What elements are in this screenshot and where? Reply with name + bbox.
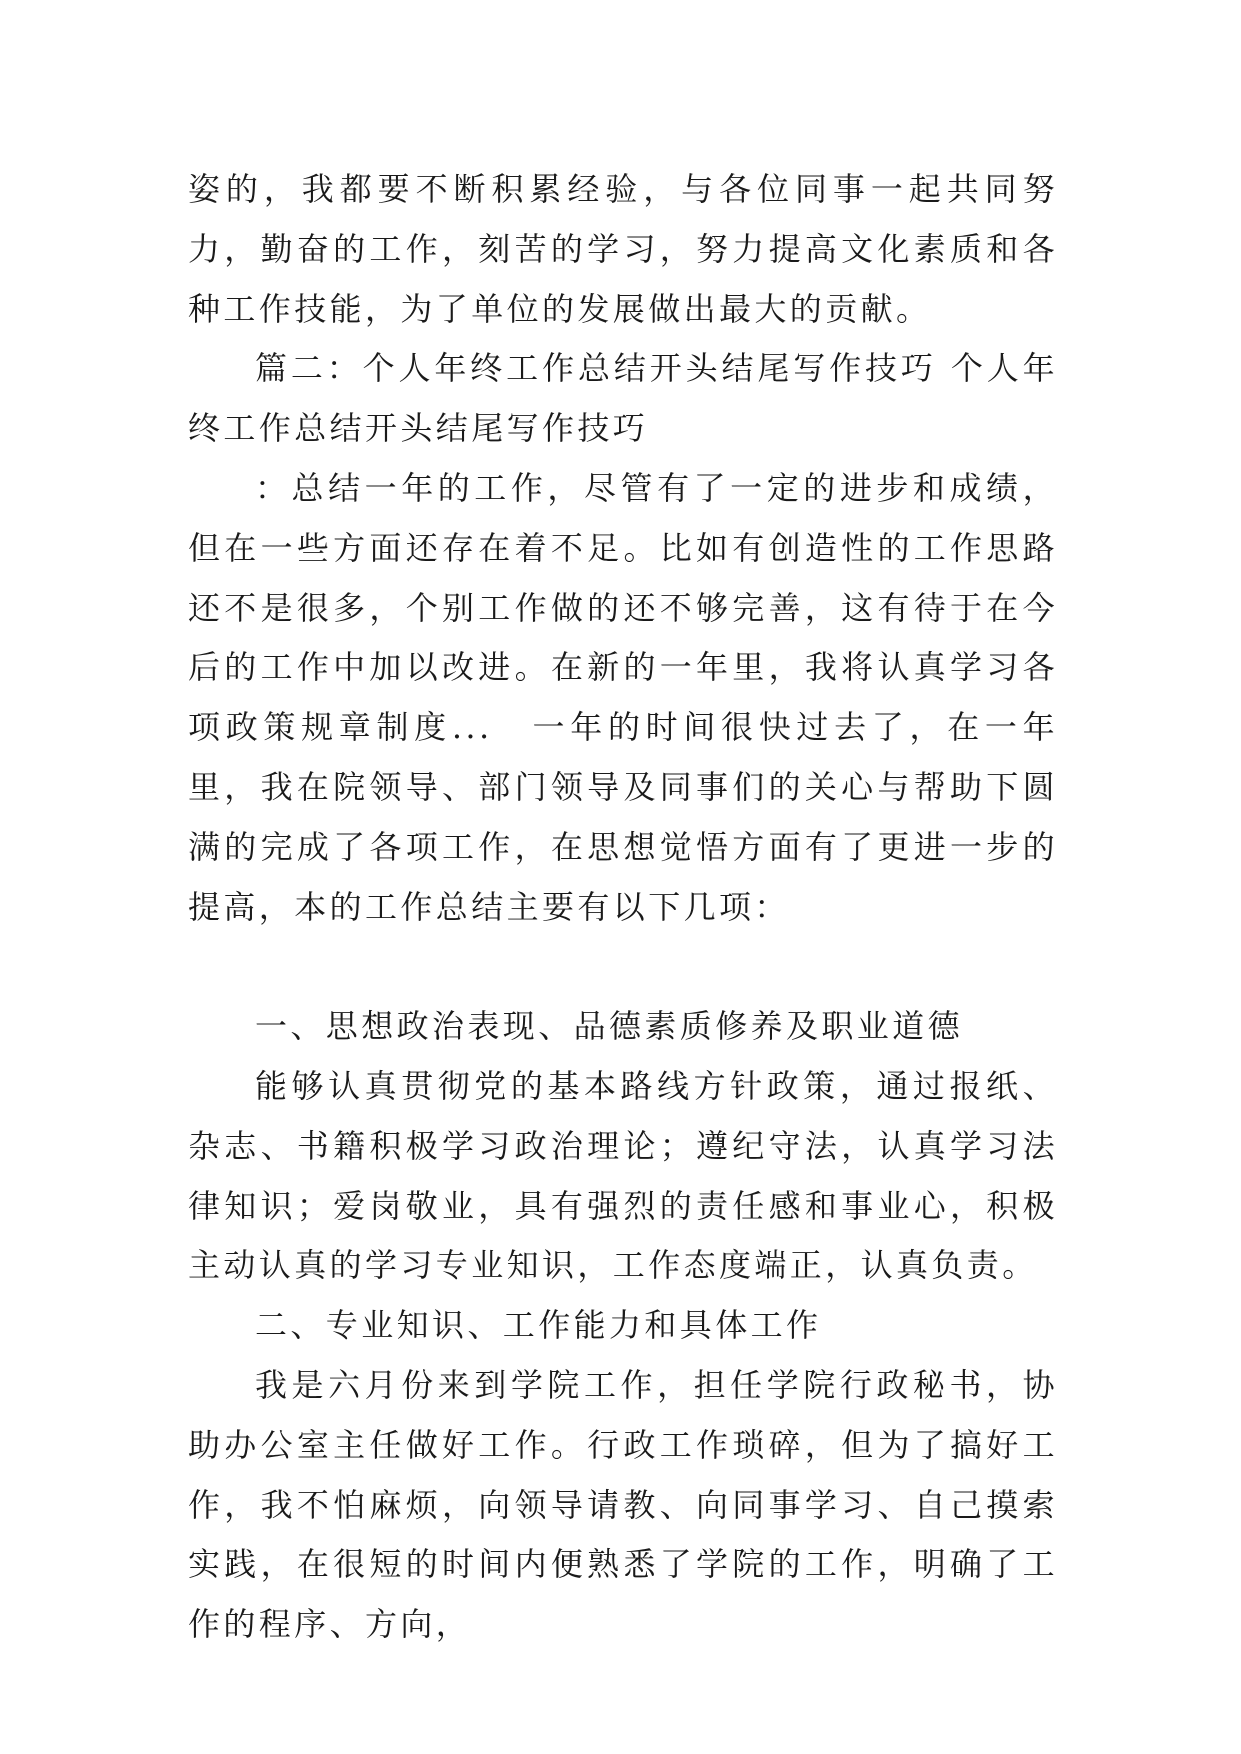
document-body [188, 160, 1058, 1655]
heading-professional-knowledge: 二、专业知识、工作能力和具体工作 [255, 1306, 822, 1345]
paragraph-political-performance: 能够认真贯彻党的基本路线方针政策，通过报纸、杂志、书籍积极学习政治理论；遵纪守法，认真学习法律知识；爱岗敬业，具有强烈的责任感和事业心，积极主动认真的学习专业知识，工作态度端正，认真负责。 [188, 1066, 1058, 1285]
section-heading-part-two: 篇二：个人年终工作总结开头结尾写作技巧 个人年终工作总结开头结尾写作技巧 [188, 349, 1058, 448]
paragraph-continuation: 姿的，我都要不断积累经验，与各位同事一起共同努力，勤奋的工作，刻苦的学习，努力提高文化素质和各种工作技能，为了单位的发展做出最大的贡献。 [188, 170, 1058, 328]
blank-line [188, 937, 1058, 997]
paragraph-summary: ：总结一年的工作，尽管有了一定的进步和成绩，但在一些方面还存在着不足。比如有创造性的工作思路还不是很多，个别工作做的还不够完善，这有待于在今后的工作中加以改进。在新的一年里，我将认真学习各项政策规章制度... 一年的时间很快过去了，在一年里，我在院领导、部门领导及同事们的关心与帮助下圆满的完成了各项工作，在思想觉悟方面有了更进一步的提高，本的工作总结主要有以下几项： [188, 468, 1058, 926]
heading-political-performance: 一、思想政治表现、品德素质修养及职业道德 [255, 1007, 964, 1046]
paragraph-professional-knowledge: 我是六月份来到学院工作，担任学院行政秘书，协助办公室主任做好工作。行政工作琐碎，但为了搞好工作，我不怕麻烦，向领导请教、向同事学习、自己摸索实践，在很短的时间内便熟悉了学院的工作，明确了工作的程序、方向， [188, 1365, 1058, 1644]
